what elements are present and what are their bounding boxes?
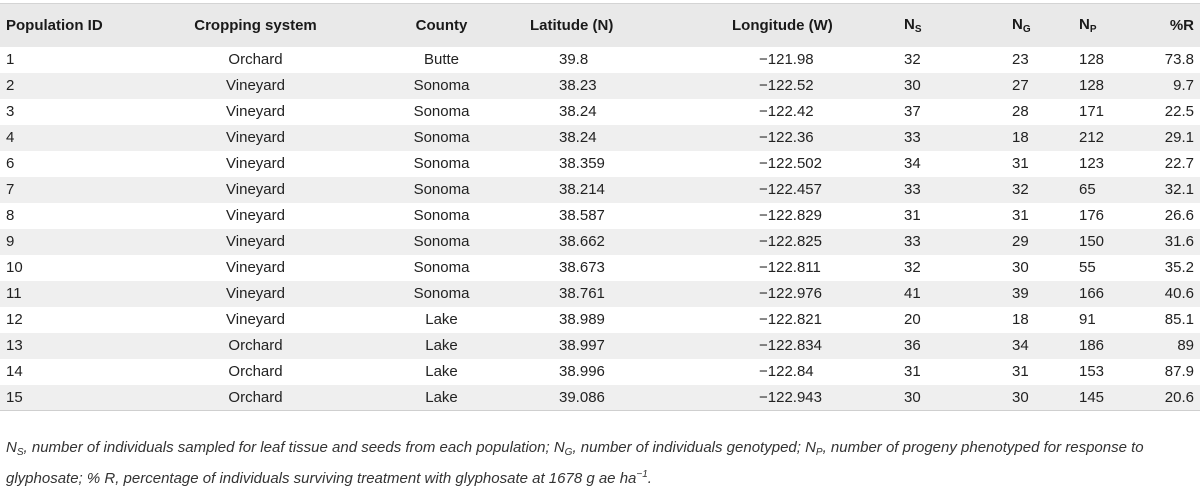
cell-percent-r: 9.7 xyxy=(1173,77,1194,94)
table-row xyxy=(0,385,1200,411)
table-row xyxy=(0,255,1200,281)
cell-np: 150 xyxy=(1079,233,1105,250)
cell-population-id: 13 xyxy=(6,337,23,354)
cell-latitude: 38.587 xyxy=(559,207,605,224)
header-county: County xyxy=(363,4,520,47)
table-row xyxy=(0,99,1200,125)
cell-cropping-system: Vineyard xyxy=(226,181,285,198)
table-header xyxy=(0,4,1200,47)
cell-population-id: 7 xyxy=(6,181,15,198)
cell-ng: 31 xyxy=(1012,363,1029,380)
table-row xyxy=(0,333,1200,359)
cell-ng: 32 xyxy=(1012,181,1029,198)
cell-cropping-system: Orchard xyxy=(228,337,283,354)
footnote-np-sub: P xyxy=(815,447,823,458)
cell-latitude: 38.214 xyxy=(559,181,605,198)
cell-longitude: −122.42 xyxy=(759,103,814,120)
cell-longitude: −122.811 xyxy=(759,259,821,276)
cell-ng: 30 xyxy=(998,385,1076,411)
cell-latitude: 38.24 xyxy=(559,129,597,146)
cell-percent-r: 40.6 xyxy=(1164,285,1194,302)
cell-cropping-system: Vineyard xyxy=(226,129,285,146)
cell-np: 123 xyxy=(1079,155,1105,172)
cell-np: 91 xyxy=(1079,311,1096,328)
header-cropping-system: Cropping system xyxy=(148,4,363,47)
cell-longitude: −122.36 xyxy=(759,129,814,146)
cell-population-id: 14 xyxy=(6,363,23,380)
table-row xyxy=(0,307,1200,333)
table-row xyxy=(0,73,1200,99)
cell-population-id: 10 xyxy=(6,259,23,276)
cell-population-id: 11 xyxy=(6,285,22,302)
cell-county: Sonoma xyxy=(413,181,470,198)
cell-percent-r: 22.7 xyxy=(1164,155,1194,172)
header-row xyxy=(0,4,1200,47)
header-ns xyxy=(900,4,998,47)
cell-population-id: 4 xyxy=(6,129,15,146)
header-np xyxy=(1076,4,1156,47)
cell-ng: 34 xyxy=(1012,337,1029,354)
cell-ns: 32 xyxy=(904,51,921,68)
cell-ns: 41 xyxy=(904,285,921,302)
cell-percent-r: 29.1 xyxy=(1164,129,1194,146)
footnote-ng-sub: G xyxy=(564,447,573,458)
cell-cropping-system: Vineyard xyxy=(226,77,285,94)
header-population-id: Population ID xyxy=(0,4,148,47)
cell-county: Sonoma xyxy=(413,77,470,94)
cell-population-id: 2 xyxy=(6,77,15,94)
cell-latitude: 38.997 xyxy=(559,337,605,354)
cell-ns: 37 xyxy=(904,103,921,120)
cell-latitude: 38.359 xyxy=(559,155,605,172)
cell-ns: 30 xyxy=(904,77,921,94)
cell-np: 171 xyxy=(1079,103,1105,120)
cell-population-id: 3 xyxy=(6,103,15,120)
footnote-ns: N xyxy=(6,439,17,456)
cell-latitude: 38.24 xyxy=(559,103,597,120)
cell-population-id: 1 xyxy=(6,51,15,68)
header-np-main: N xyxy=(1079,15,1090,33)
header-longitude: Longitude (W) xyxy=(684,4,900,47)
cell-percent-r: 85.1 xyxy=(1164,311,1194,328)
cell-latitude: 38.761 xyxy=(559,285,605,302)
cell-percent-r: 31.6 xyxy=(1164,233,1194,250)
cell-np: 176 xyxy=(1079,207,1105,224)
cell-latitude: 38.989 xyxy=(559,311,605,328)
cell-latitude: 39.8 xyxy=(559,51,589,68)
cell-cropping-system: Vineyard xyxy=(226,285,285,302)
cell-ng: 31 xyxy=(1012,155,1029,172)
cell-percent-r: 87.9 xyxy=(1164,363,1194,380)
cell-longitude: −122.834 xyxy=(759,337,822,354)
cell-ns: 33 xyxy=(904,129,921,146)
cell-longitude: −121.98 xyxy=(759,51,814,68)
cell-county: Sonoma xyxy=(413,103,470,120)
cell-cropping-system: Orchard xyxy=(228,51,283,68)
cell-latitude: 38.673 xyxy=(559,259,605,276)
cell-county: Lake xyxy=(425,337,458,354)
cell-population-id: 9 xyxy=(6,233,15,250)
header-ng-sub: G xyxy=(1022,23,1031,35)
cell-ns: 33 xyxy=(904,233,921,250)
cell-np: 153 xyxy=(1079,363,1105,380)
cell-population-id: 12 xyxy=(6,311,23,328)
cell-ns: 34 xyxy=(904,155,921,172)
cell-longitude: −122.84 xyxy=(759,363,814,380)
cell-longitude: −122.825 xyxy=(759,233,822,250)
cell-percent-r: 22.5 xyxy=(1164,103,1194,120)
cell-county: Lake xyxy=(425,363,458,380)
cell-ns: 20 xyxy=(904,311,921,328)
header-ng-main: N xyxy=(1012,15,1023,33)
cell-np: 166 xyxy=(1079,285,1105,302)
cell-cropping-system: Vineyard xyxy=(226,311,285,328)
cell-county: Lake xyxy=(425,311,458,328)
cell-cropping-system: Orchard xyxy=(228,363,283,380)
cell-ns: 30 xyxy=(900,385,998,411)
data-table xyxy=(0,3,1200,411)
cell-percent-r: 73.8 xyxy=(1164,51,1194,68)
cell-cropping-system: Vineyard xyxy=(226,233,285,250)
cell-longitude: −122.829 xyxy=(759,207,822,224)
table-row xyxy=(0,203,1200,229)
footnote-ns-sub: S xyxy=(16,447,24,458)
footnote-text-3: , number of progeny phenotyped for response to glyphosate; % R, percentage of individuals surviving treatment with glyphosate at 1678 g ae ha xyxy=(6,439,1144,487)
header-percent-r: %R xyxy=(1156,4,1200,47)
table-body xyxy=(0,47,1200,411)
header-ng xyxy=(998,4,1076,47)
cell-cropping-system: Vineyard xyxy=(226,103,285,120)
cell-latitude: 38.662 xyxy=(559,233,605,250)
cell-ng: 28 xyxy=(1012,103,1029,120)
table-footnote xyxy=(6,437,1194,490)
cell-np: 65 xyxy=(1079,181,1096,198)
cell-ns: 36 xyxy=(904,337,921,354)
cell-population-id: 8 xyxy=(6,207,15,224)
cell-cropping-system: Vineyard xyxy=(226,259,285,276)
cell-cropping-system: Vineyard xyxy=(226,207,285,224)
table-row xyxy=(0,151,1200,177)
cell-longitude: −122.821 xyxy=(759,311,822,328)
cell-population-id: 6 xyxy=(6,155,15,172)
table-row xyxy=(0,229,1200,255)
cell-np: 128 xyxy=(1079,51,1105,68)
cell-county: Sonoma xyxy=(413,207,470,224)
footnote-exponent: −1 xyxy=(636,469,648,480)
cell-county: Sonoma xyxy=(413,233,470,250)
cell-county: Sonoma xyxy=(413,155,470,172)
cell-ng: 31 xyxy=(1012,207,1029,224)
cell-percent-r: 20.6 xyxy=(1156,385,1200,411)
cell-ng: 39 xyxy=(1012,285,1029,302)
cell-latitude: 38.996 xyxy=(559,363,605,380)
footnote-text-2: , number of individuals genotyped; N xyxy=(572,439,816,456)
cell-ng: 18 xyxy=(1012,311,1029,328)
table-row xyxy=(0,359,1200,385)
table-row xyxy=(0,177,1200,203)
header-ns-sub: S xyxy=(914,23,922,35)
cell-ns: 31 xyxy=(904,363,921,380)
cell-longitude: −122.943 xyxy=(684,385,900,411)
cell-ns: 33 xyxy=(904,181,921,198)
cell-longitude: −122.457 xyxy=(759,181,822,198)
cell-np: 145 xyxy=(1076,385,1156,411)
header-np-sub: P xyxy=(1089,23,1097,35)
cell-np: 212 xyxy=(1079,129,1105,146)
cell-latitude: 39.086 xyxy=(520,385,684,411)
footnote-text-4: . xyxy=(647,470,652,487)
cell-ng: 23 xyxy=(1012,51,1029,68)
cell-percent-r: 35.2 xyxy=(1164,259,1194,276)
cell-population-id: 15 xyxy=(0,385,148,411)
cell-percent-r: 89 xyxy=(1177,337,1194,354)
cell-county: Butte xyxy=(423,51,460,68)
cell-county: Sonoma xyxy=(413,259,470,276)
cell-ns: 32 xyxy=(904,259,921,276)
cell-np: 128 xyxy=(1079,77,1105,94)
cell-county: Sonoma xyxy=(413,285,470,302)
cell-county: Sonoma xyxy=(413,129,470,146)
cell-ng: 18 xyxy=(1012,129,1029,146)
cell-np: 186 xyxy=(1079,337,1105,354)
cell-ng: 30 xyxy=(1012,259,1029,276)
cell-cropping-system: Orchard xyxy=(148,385,363,411)
cell-percent-r: 26.6 xyxy=(1164,207,1194,224)
cell-longitude: −122.976 xyxy=(759,285,822,302)
table-row xyxy=(0,125,1200,151)
header-latitude: Latitude (N) xyxy=(520,4,684,47)
cell-county: Lake xyxy=(363,385,520,411)
cell-ng: 29 xyxy=(1012,233,1029,250)
cell-longitude: −122.52 xyxy=(759,77,814,94)
cell-latitude: 38.23 xyxy=(559,77,597,94)
cell-np: 55 xyxy=(1079,259,1096,276)
cell-ns: 31 xyxy=(904,207,921,224)
cell-longitude: −122.502 xyxy=(759,155,822,172)
cell-cropping-system: Vineyard xyxy=(226,155,285,172)
header-ns-main: N xyxy=(904,15,915,33)
cell-ng: 27 xyxy=(1012,77,1029,94)
cell-percent-r: 32.1 xyxy=(1164,181,1194,198)
footnote-text-1: , number of individuals sampled for leaf tissue and seeds from each population; N xyxy=(23,439,565,456)
table-row xyxy=(0,281,1200,307)
table-row xyxy=(0,47,1200,73)
